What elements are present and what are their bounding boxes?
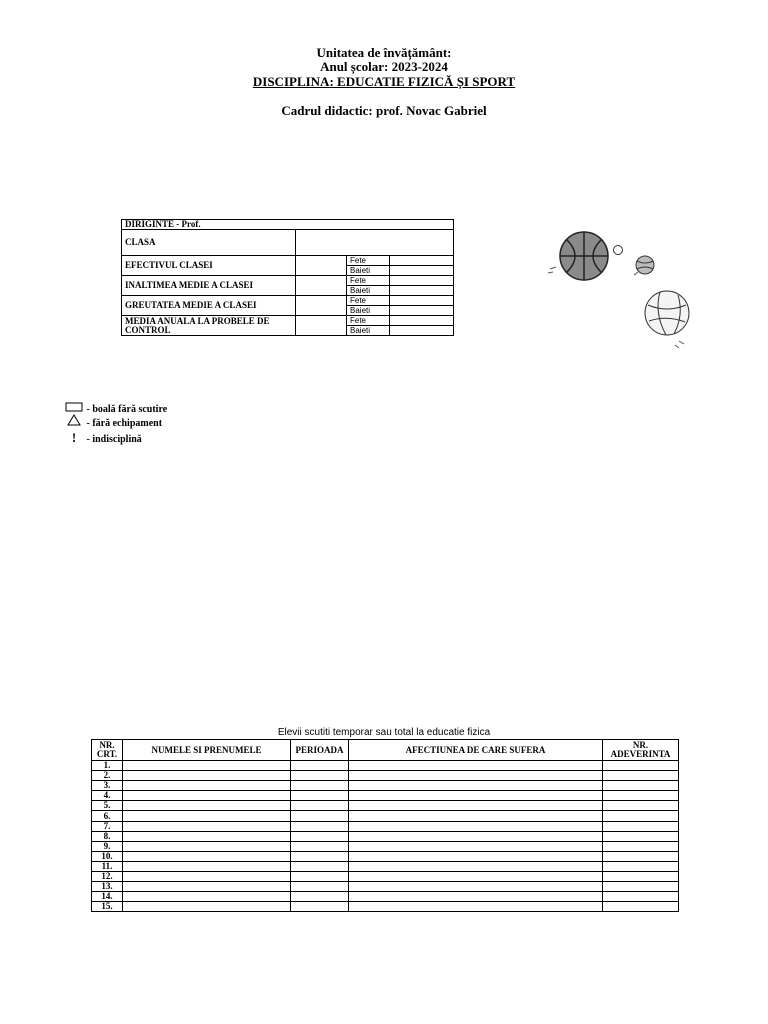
triangle-icon — [64, 414, 84, 429]
header-name: NUMELE SI PRENUMELE — [123, 740, 291, 761]
volleyball-icon — [645, 291, 689, 348]
sports-balls-illustration — [540, 225, 705, 355]
exclamation-icon: ! — [71, 430, 77, 445]
greutate-baieti-cell[interactable] — [390, 306, 454, 316]
baieti-label: Baieti — [347, 306, 390, 316]
school-year-line: Anul școlar: 2023-2024 — [320, 59, 448, 74]
small-ball-icon — [614, 246, 623, 255]
greutate-blank-cell — [296, 296, 347, 316]
header-certificate: NR. ADEVERINTA — [603, 740, 679, 761]
row-number: 6. — [92, 811, 123, 821]
table-row — [92, 841, 679, 851]
name-cell[interactable] — [123, 781, 291, 791]
row-number: 12. — [92, 872, 123, 882]
header-period: PERIOADA — [291, 740, 349, 761]
greutate-fete-cell[interactable] — [390, 296, 454, 306]
media-blank-cell — [296, 316, 347, 336]
table-row — [92, 781, 679, 791]
condition-cell[interactable] — [349, 892, 603, 902]
certificate-cell[interactable] — [603, 791, 679, 801]
table-row — [92, 872, 679, 882]
media-baieti-cell[interactable] — [390, 326, 454, 336]
row-number: 13. — [92, 882, 123, 892]
efectiv-label: EFECTIVUL CLASEI — [122, 256, 296, 276]
media-fete-cell[interactable] — [390, 316, 454, 326]
tennis-ball-icon — [634, 256, 654, 275]
period-cell[interactable] — [291, 791, 349, 801]
exempt-students-table — [91, 739, 679, 912]
name-cell[interactable] — [123, 892, 291, 902]
certificate-cell[interactable] — [603, 801, 679, 811]
period-cell[interactable] — [291, 872, 349, 882]
period-cell[interactable] — [291, 851, 349, 861]
row-number: 8. — [92, 831, 123, 841]
row-number: 4. — [92, 791, 123, 801]
header-condition: AFECTIUNEA DE CARE SUFERA — [349, 740, 603, 761]
inaltime-fete-cell[interactable] — [390, 276, 454, 286]
name-cell[interactable] — [123, 771, 291, 781]
media-label: MEDIA ANUALA LA PROBELE DE CONTROL — [122, 316, 296, 336]
greutate-label: GREUTATEA MEDIE A CLASEI — [122, 296, 296, 316]
certificate-cell[interactable] — [603, 831, 679, 841]
row-number: 10. — [92, 851, 123, 861]
condition-cell[interactable] — [349, 902, 603, 912]
fete-label: Fete — [347, 256, 390, 266]
table-row — [92, 791, 679, 801]
condition-cell[interactable] — [349, 841, 603, 851]
certificate-cell[interactable] — [603, 882, 679, 892]
name-cell[interactable] — [123, 801, 291, 811]
condition-cell[interactable] — [349, 781, 603, 791]
certificate-cell[interactable] — [603, 811, 679, 821]
legend-item: ! - indisciplină — [64, 430, 142, 446]
period-cell[interactable] — [291, 821, 349, 831]
condition-cell[interactable] — [349, 771, 603, 781]
period-cell[interactable] — [291, 841, 349, 851]
table-row — [92, 851, 679, 861]
condition-cell[interactable] — [349, 882, 603, 892]
inaltime-label: INALTIMEA MEDIE A CLASEI — [122, 276, 296, 296]
table-row — [92, 882, 679, 892]
certificate-cell[interactable] — [603, 872, 679, 882]
row-number: 1. — [92, 761, 123, 771]
discipline-title: DISCIPLINA: EDUCATIE FIZICĂ ȘI SPORT — [252, 74, 516, 89]
condition-cell[interactable] — [349, 831, 603, 841]
legend-item: - fără echipament — [64, 414, 162, 429]
inaltime-baieti-cell[interactable] — [390, 286, 454, 296]
efectiv-fete-cell[interactable] — [390, 256, 454, 266]
table-row — [92, 801, 679, 811]
table-row — [92, 831, 679, 841]
row-number: 3. — [92, 781, 123, 791]
name-cell[interactable] — [123, 791, 291, 801]
table-row — [92, 771, 679, 781]
name-cell[interactable] — [123, 761, 291, 771]
name-cell[interactable] — [123, 861, 291, 871]
baieti-label: Baieti — [347, 266, 390, 276]
name-cell[interactable] — [123, 811, 291, 821]
certificate-cell[interactable] — [603, 851, 679, 861]
condition-cell[interactable] — [349, 821, 603, 831]
school-unit-line: Unitatea de învățământ: — [316, 45, 452, 60]
condition-cell[interactable] — [349, 761, 603, 771]
period-cell[interactable] — [291, 781, 349, 791]
row-number: 9. — [92, 841, 123, 851]
certificate-cell[interactable] — [603, 771, 679, 781]
condition-cell[interactable] — [349, 851, 603, 861]
name-cell[interactable] — [123, 821, 291, 831]
condition-cell[interactable] — [349, 801, 603, 811]
fete-label: Fete — [347, 276, 390, 286]
certificate-cell[interactable] — [603, 781, 679, 791]
name-cell[interactable] — [123, 872, 291, 882]
exempt-table-caption: Elevii scutiti temporar sau total la educatie fizica — [277, 727, 491, 738]
row-number: 11. — [92, 861, 123, 871]
class-info-table — [121, 219, 454, 336]
efectiv-blank-cell — [296, 256, 347, 276]
certificate-cell[interactable] — [603, 892, 679, 902]
clasa-value-cell[interactable] — [296, 230, 454, 256]
period-cell[interactable] — [291, 861, 349, 871]
period-cell[interactable] — [291, 771, 349, 781]
row-number: 15. — [92, 902, 123, 912]
name-cell[interactable] — [123, 851, 291, 861]
condition-cell[interactable] — [349, 872, 603, 882]
row-number: 14. — [92, 892, 123, 902]
period-cell[interactable] — [291, 811, 349, 821]
table-row — [92, 892, 679, 902]
period-cell[interactable] — [291, 892, 349, 902]
fete-label: Fete — [347, 296, 390, 306]
basketball-icon — [548, 232, 608, 280]
period-cell[interactable] — [291, 831, 349, 841]
fete-label: Fete — [347, 316, 390, 326]
header-nr-crt: NR. CRT. — [92, 740, 123, 761]
row-number: 7. — [92, 821, 123, 831]
condition-cell[interactable] — [349, 811, 603, 821]
certificate-cell[interactable] — [603, 902, 679, 912]
period-cell[interactable] — [291, 801, 349, 811]
row-number: 5. — [92, 801, 123, 811]
name-cell[interactable] — [123, 882, 291, 892]
certificate-cell[interactable] — [603, 761, 679, 771]
table-row — [92, 821, 679, 831]
table-row — [92, 861, 679, 871]
table-row — [92, 761, 679, 771]
inaltime-blank-cell — [296, 276, 347, 296]
table-row — [92, 811, 679, 821]
condition-cell[interactable] — [349, 791, 603, 801]
period-cell[interactable] — [291, 882, 349, 892]
certificate-cell[interactable] — [603, 821, 679, 831]
name-cell[interactable] — [123, 841, 291, 851]
diriginte-label: DIRIGINTE - Prof. — [122, 220, 454, 230]
row-number: 2. — [92, 771, 123, 781]
name-cell[interactable] — [123, 902, 291, 912]
period-cell[interactable] — [291, 761, 349, 771]
condition-cell[interactable] — [349, 861, 603, 871]
efectiv-baieti-cell[interactable] — [390, 266, 454, 276]
certificate-cell[interactable] — [603, 861, 679, 871]
table-row — [92, 902, 679, 912]
period-cell[interactable] — [291, 902, 349, 912]
certificate-cell[interactable] — [603, 841, 679, 851]
legend-item: - boală fără scutire — [64, 402, 167, 415]
name-cell[interactable] — [123, 831, 291, 841]
teacher-line: Cadrul didactic: prof. Novac Gabriel — [281, 103, 487, 118]
baieti-label: Baieti — [347, 326, 390, 336]
clasa-label: CLASA — [122, 230, 296, 256]
baieti-label: Baieti — [347, 286, 390, 296]
